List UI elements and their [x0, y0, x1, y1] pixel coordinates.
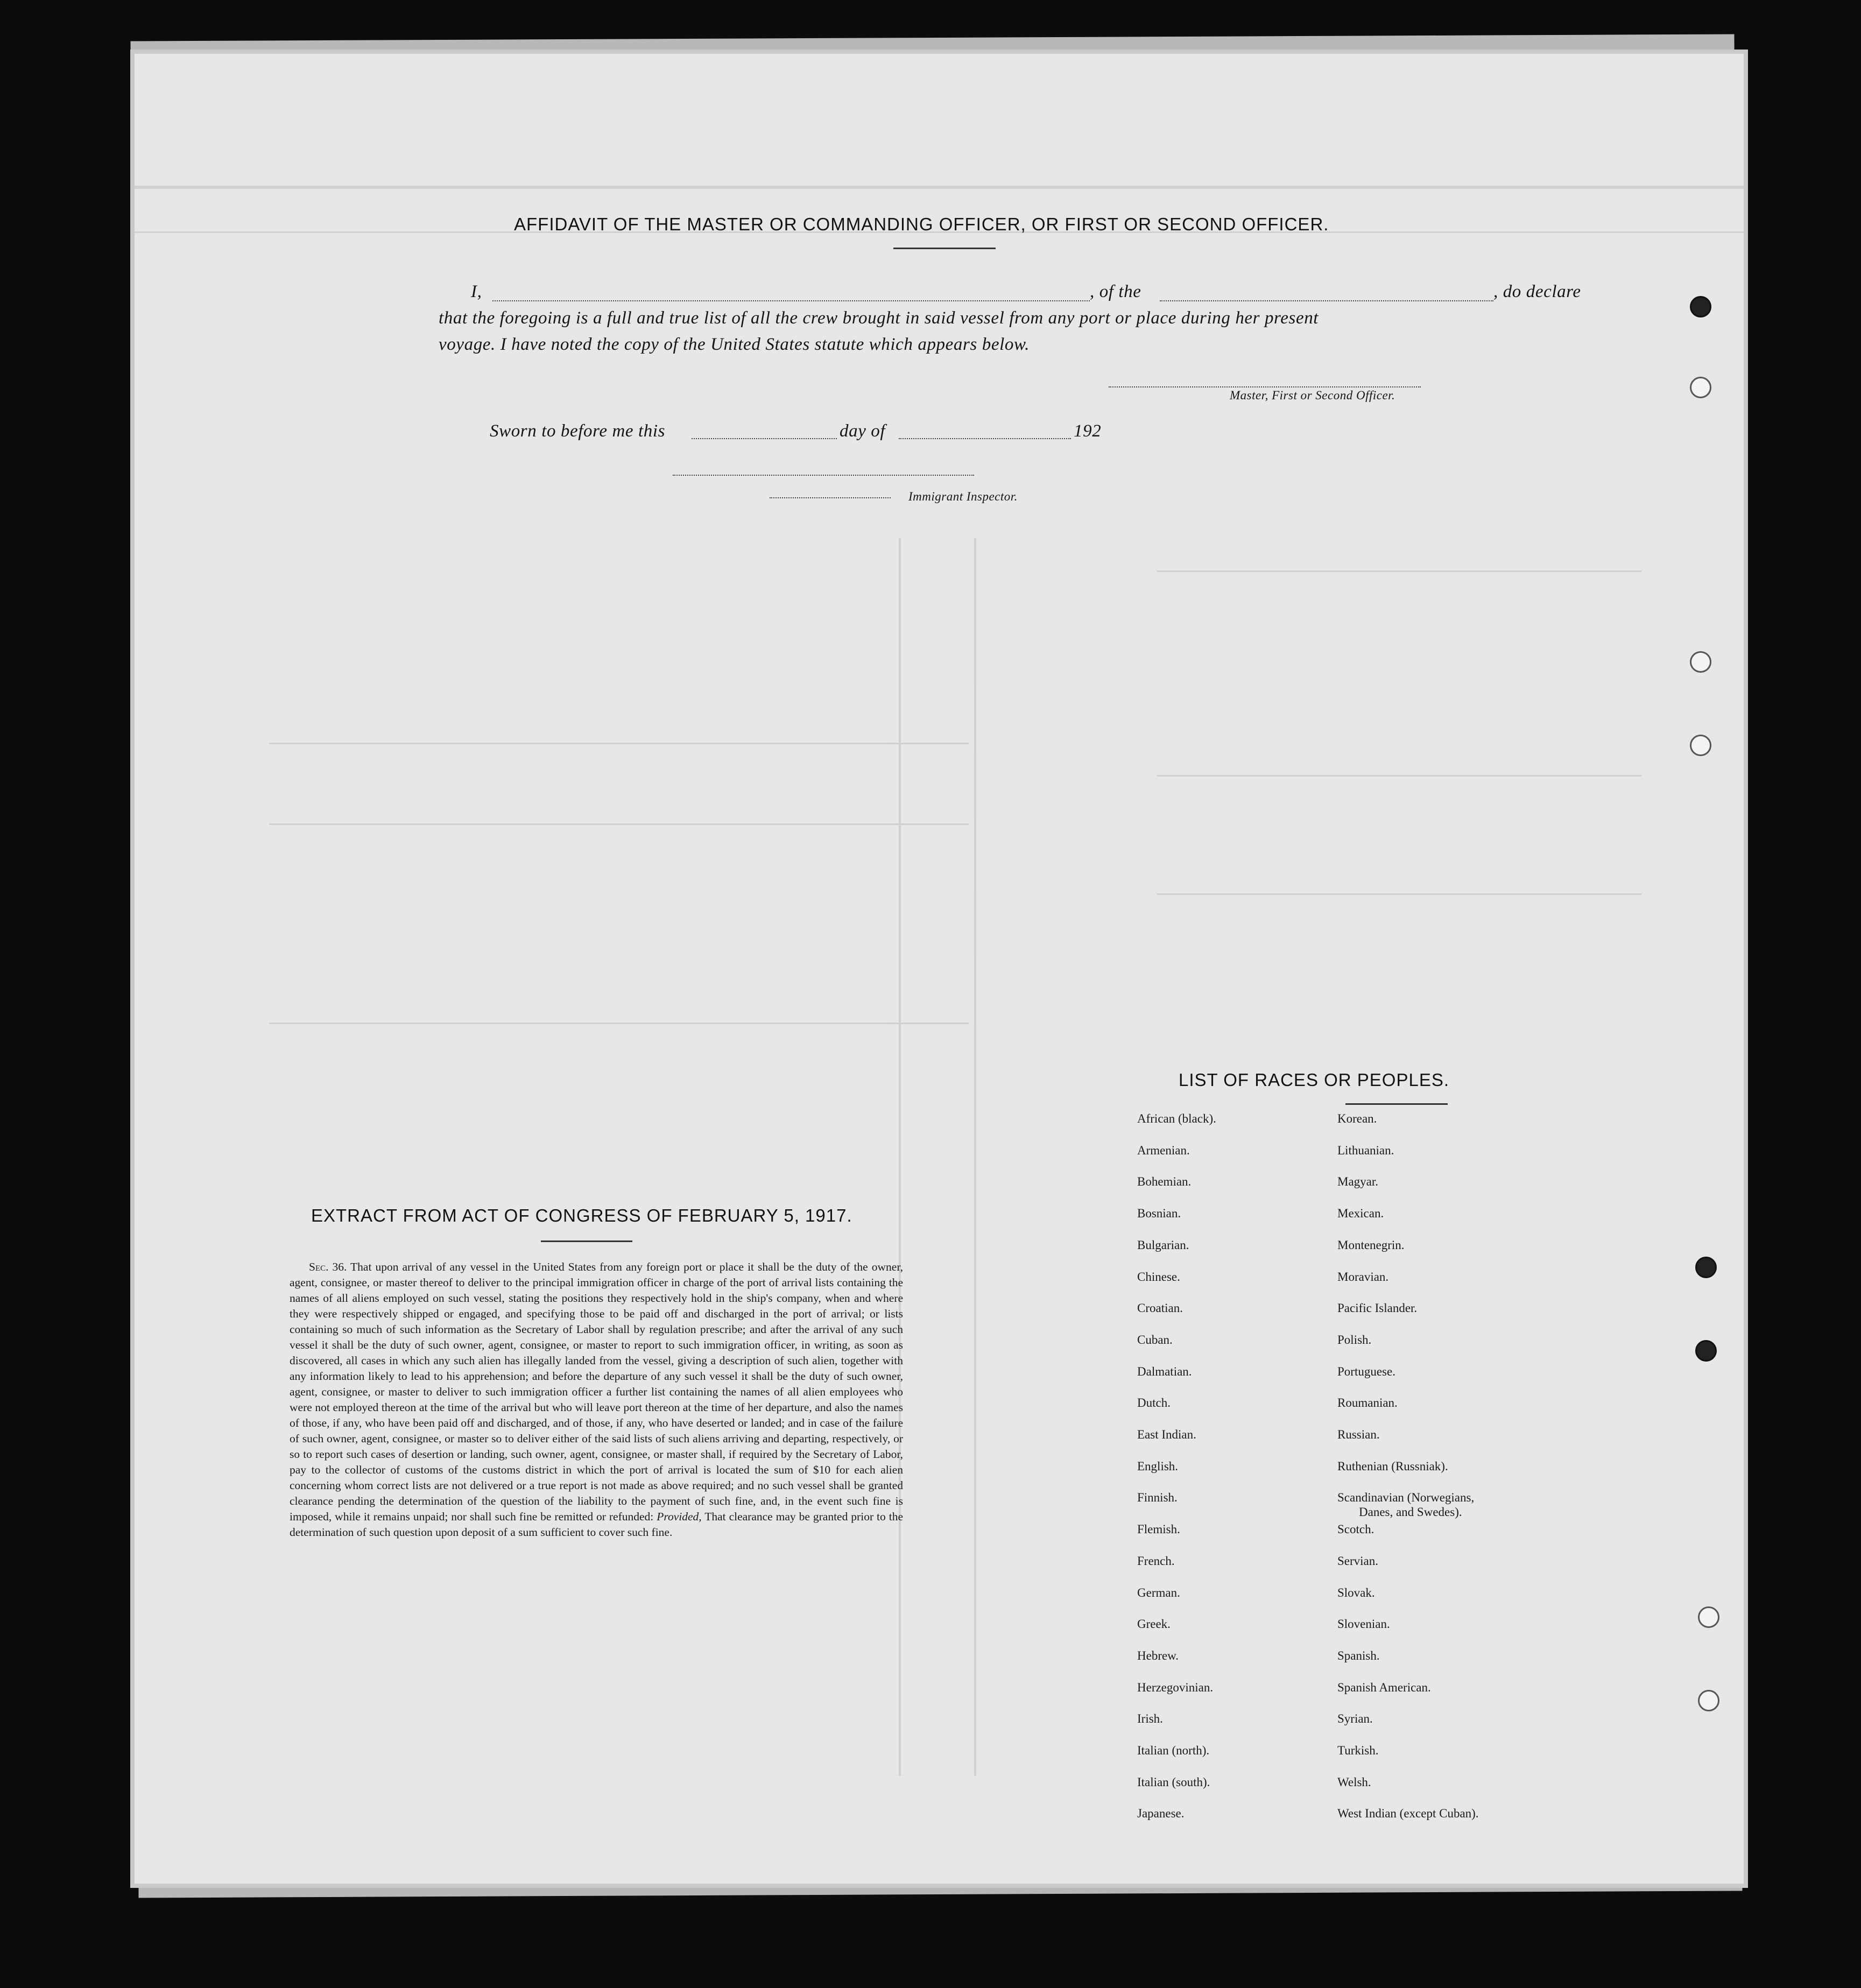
binder-hole — [1695, 1257, 1717, 1278]
race-item: African (black). — [1137, 1112, 1216, 1125]
race-item: Korean. — [1337, 1112, 1377, 1125]
binder-hole — [1698, 1606, 1719, 1628]
races-title: LIST OF RACES OR PEOPLES. — [1179, 1070, 1450, 1090]
race-item: Flemish. — [1137, 1522, 1180, 1536]
race-item: Croatian. — [1137, 1301, 1183, 1315]
race-item: Lithuanian. — [1337, 1143, 1394, 1157]
race-item: Welsh. — [1337, 1775, 1371, 1789]
race-item: Italian (south). — [1137, 1775, 1210, 1789]
race-item: Scandinavian (Norwegians, — [1337, 1491, 1475, 1505]
section-label: Sec. 36. — [309, 1260, 347, 1273]
race-item: Spanish American. — [1337, 1680, 1431, 1694]
race-item: German. — [1137, 1585, 1180, 1599]
sworn-day-field[interactable] — [692, 438, 837, 439]
affidavit-title-rule — [893, 248, 996, 249]
day-of-label: day of — [840, 421, 886, 441]
year-prefix: 192 — [1074, 421, 1102, 441]
race-item: Roumanian. — [1337, 1396, 1398, 1410]
race-item: Slovak. — [1337, 1585, 1375, 1599]
binder-hole — [1690, 735, 1711, 756]
race-item: Mexican. — [1337, 1207, 1384, 1221]
race-item: Chinese. — [1137, 1270, 1180, 1284]
master-signature-field[interactable] — [1109, 386, 1421, 387]
race-item: Dutch. — [1137, 1396, 1171, 1410]
inspector-signature-field[interactable] — [770, 497, 891, 498]
race-item: Magyar. — [1337, 1175, 1379, 1189]
section-body: That upon arrival of any vessel in the United States from any foreign port or place it shall be the duty of the owner, agent, consignee, or master thereof to deliver to the principal immigration officer in charge of the port of arrival lists containing the names of all aliens employed on such vessel, stating the positions they respectively hold in the ship's company, when and where they were respectively shipped or engaged, and specifying those to be paid off and discharged in the port of arrival; or lists containing so much of such information as the Secretary of Labor shall by regulation prescribe; and after the arrival of any such vessel it shall be the duty of such owner, agent, consignee, or master to report to such immigration officer, in writing, as soon as discovered, all cases in which any such alien has illegally landed from the vessel, giving a description of such alien, together with any information likely to lead to his apprehension; and before the departure of any such vessel it shall be the duty of such owner, agent, consignee, or master to deliver to such immigration officer a further list containing the names of all alien employees who were not employed thereon at the time of the arrival but who will leave port thereon at the time of her departure, and also the names of those, if any, who have been paid off and discharged, and of those, if any, who have deserted or landed; and in case of the failure of such owner, agent, consignee, or master so to deliver either of the said lists of such aliens arriving and departing, respectively, or so to report such cases of desertion or landing, such owner, agent, consignee, or master shall, if required by the Secretary of Labor, pay to the collector of customs of the customs district in which the port of arrival is located the sum of $10 for each alien concerning whom correct lists are not delivered or a true report is not made as above required; and no such vessel shall be granted clearance pending the determination of the question of the liability to the payment of such fine, and, in the event such fine is imposed, while it remains unpaid; nor shall such fine be remitted or refunded: — [290, 1260, 903, 1523]
master-signature-label: Master, First or Second Officer. — [1230, 389, 1395, 402]
race-item: Italian (north). — [1137, 1744, 1210, 1757]
race-item: English. — [1137, 1459, 1179, 1473]
race-item: Portuguese. — [1337, 1364, 1395, 1378]
race-item: Ruthenian (Russniak). — [1337, 1459, 1448, 1473]
declarant-name-field[interactable] — [492, 300, 1090, 301]
race-item: Slovenian. — [1337, 1617, 1390, 1631]
race-item: Montenegrin. — [1337, 1238, 1405, 1252]
race-item: Bosnian. — [1137, 1207, 1181, 1221]
affidavit-title: AFFIDAVIT OF THE MASTER OR COMMANDING OFFICER, OR FIRST OR SECOND OFFICER. — [514, 214, 1329, 234]
race-item: Hebrew. — [1137, 1648, 1179, 1662]
race-item: Armenian. — [1137, 1143, 1190, 1157]
race-item: Bulgarian. — [1137, 1238, 1189, 1252]
race-item: Irish. — [1137, 1712, 1163, 1726]
extract-title: EXTRACT FROM ACT OF CONGRESS OF FEBRUARY 5, 1917. — [311, 1206, 852, 1225]
race-item: Dalmatian. — [1137, 1364, 1192, 1378]
vessel-name-field[interactable] — [1160, 300, 1493, 301]
race-item: Moravian. — [1337, 1270, 1389, 1284]
binder-hole — [1690, 377, 1711, 398]
inspector-label: Immigrant Inspector. — [908, 490, 1018, 503]
sworn-month-field[interactable] — [899, 438, 1071, 439]
race-item: Polish. — [1337, 1333, 1372, 1347]
binder-hole — [1690, 296, 1711, 318]
affidavit-of-the: , of the — [1090, 282, 1141, 301]
race-item: Bohemian. — [1137, 1175, 1192, 1189]
binder-hole — [1695, 1340, 1717, 1362]
race-item: Syrian. — [1337, 1712, 1373, 1726]
provided-term: Provided, — [657, 1510, 702, 1523]
section-tail: That clearance may be granted prior to the determination of such question upon deposit of a sum sufficient to cover such fine. — [290, 1510, 903, 1539]
race-item: East Indian. — [1137, 1428, 1196, 1441]
inspector-signature-rule[interactable] — [673, 475, 974, 476]
race-item: Turkish. — [1337, 1744, 1379, 1757]
sworn-label: Sworn to before me this — [490, 421, 666, 441]
race-item: Greek. — [1137, 1617, 1171, 1631]
affidavit-declarant-i: I, — [471, 282, 482, 301]
affidavit-do-declare: , do declare — [1493, 282, 1581, 301]
race-item: Cuban. — [1137, 1333, 1173, 1347]
extract-title-rule — [541, 1240, 632, 1242]
race-item: West Indian (except Cuban). — [1337, 1807, 1479, 1821]
race-item: Spanish. — [1337, 1648, 1380, 1662]
race-item: Scotch. — [1337, 1522, 1374, 1536]
race-item: French. — [1137, 1554, 1175, 1568]
manifest-page — [135, 54, 1744, 1884]
race-item: Finnish. — [1137, 1491, 1178, 1505]
race-item: Herzegovinian. — [1137, 1680, 1214, 1694]
race-item-continuation: Danes, and Swedes). — [1359, 1505, 1462, 1519]
act-section-36-text — [290, 1259, 903, 1540]
affidavit-line-2: that the foregoing is a full and true list of all the crew brought in said vessel from any port or place during her present — [439, 308, 1319, 328]
bleed-through-texture — [135, 54, 1744, 1884]
race-item: Russian. — [1337, 1428, 1380, 1441]
binder-hole — [1690, 651, 1711, 673]
race-item: Pacific Islander. — [1337, 1301, 1418, 1315]
race-item: Servian. — [1337, 1554, 1379, 1568]
affidavit-line-3: voyage. I have noted the copy of the United States statute which appears below. — [439, 335, 1030, 354]
races-title-rule — [1345, 1103, 1448, 1105]
race-item: Japanese. — [1137, 1807, 1185, 1821]
binder-hole — [1698, 1690, 1719, 1711]
